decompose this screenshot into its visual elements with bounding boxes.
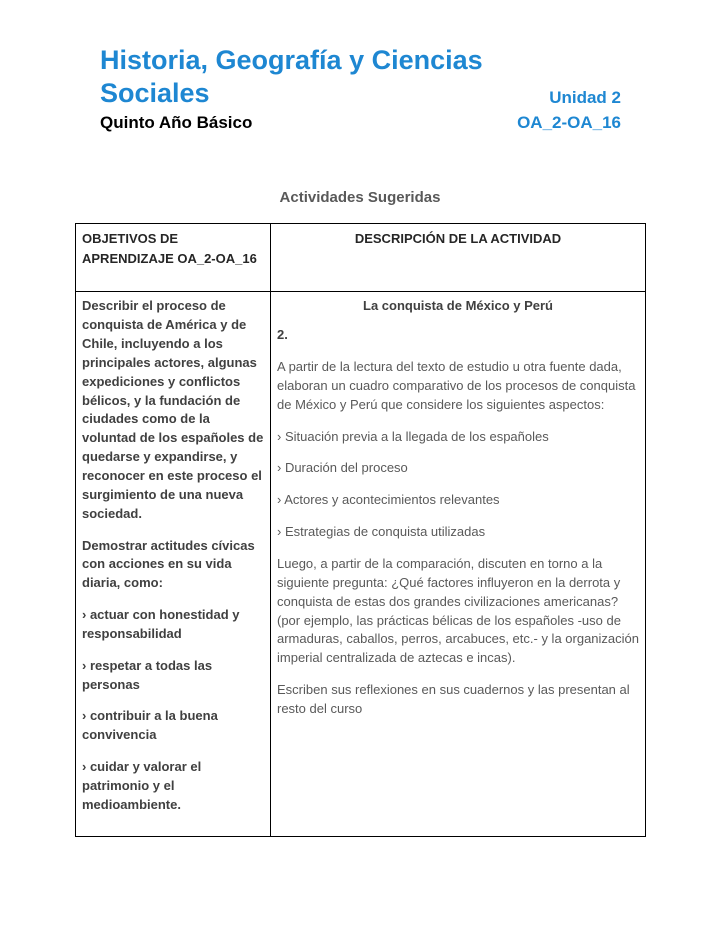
table-header-row (76, 224, 646, 292)
doc-header (75, 44, 645, 133)
activity-bullet: › Estrategias de conquista utilizadas (277, 524, 486, 540)
activity-bullet: › Duración del proceso (277, 460, 408, 476)
objective-paragraph: Describir el proceso de conquista de América y de Chile, incluyendo a los principales actores, algunas expediciones y conflictos bélicos, y la fundación de ciudades como de la voluntad de los españoles de quedarse y expandirse, y reconocer en este proceso el surgimiento de una nueva sociedad. (82, 298, 264, 521)
activity-bullet: › Situación previa a la llegada de los españoles (277, 428, 549, 444)
header-right (517, 44, 621, 133)
oa-code: OA_2-OA_16 (517, 113, 621, 133)
objective-bullet: › respetar a todas las personas (82, 657, 213, 692)
header-left (100, 44, 517, 133)
document-subtitle: Quinto Año Básico (100, 113, 253, 133)
objective-bullet: › cuidar y valorar el patrimonio y el medioambiente. (82, 759, 202, 812)
activity-paragraph: Luego, a partir de la comparación, discuten en torno a la siguiente pregunta: ¿Qué factores influyeron en la derrota y conquista de estas dos grandes civilizaciones americanas? (por ejemplo, las prácticas bélicas de los españoles -uso de armaduras, caballos, perros, arcabuces, etc.- y la organización imperial centralizada de aztecas e incas). (277, 556, 640, 666)
activity-title: La conquista de México y Perú (363, 298, 553, 314)
activity-bullet: › Actores y acontecimientos relevantes (277, 492, 500, 508)
description-column-header: DESCRIPCIÓN DE LA ACTIVIDAD (271, 224, 646, 292)
section-title: Actividades Sugeridas (279, 189, 441, 207)
activity-paragraph: A partir de la lectura del texto de estudio u otra fuente dada, elaboran un cuadro comparativo de los procesos de conquista de México y Perú que considere los siguientes aspectos: (277, 359, 636, 412)
description-cell (271, 292, 646, 836)
activity-number: 2. (277, 327, 288, 343)
unit-label: Unidad 2 (549, 87, 621, 107)
objectives-cell (76, 292, 271, 836)
activity-paragraph: Escriben sus reflexiones en sus cuadernos y las presentan al resto del curso (277, 682, 630, 716)
document-title: Historia, Geografía y Ciencias Sociales (100, 45, 483, 109)
table-body-row (76, 292, 646, 836)
activities-table (75, 223, 646, 836)
objective-bullet: › contribuir a la buena convivencia (82, 708, 218, 743)
objective-bullet: › actuar con honestidad y responsabilidad (82, 607, 240, 641)
objectives-column-header: OBJETIVOS DE APRENDIZAJE OA_2-OA_16 (76, 224, 271, 292)
objective-paragraph: Demostrar actitudes cívicas con acciones en su vida diaria, como: (82, 537, 255, 591)
